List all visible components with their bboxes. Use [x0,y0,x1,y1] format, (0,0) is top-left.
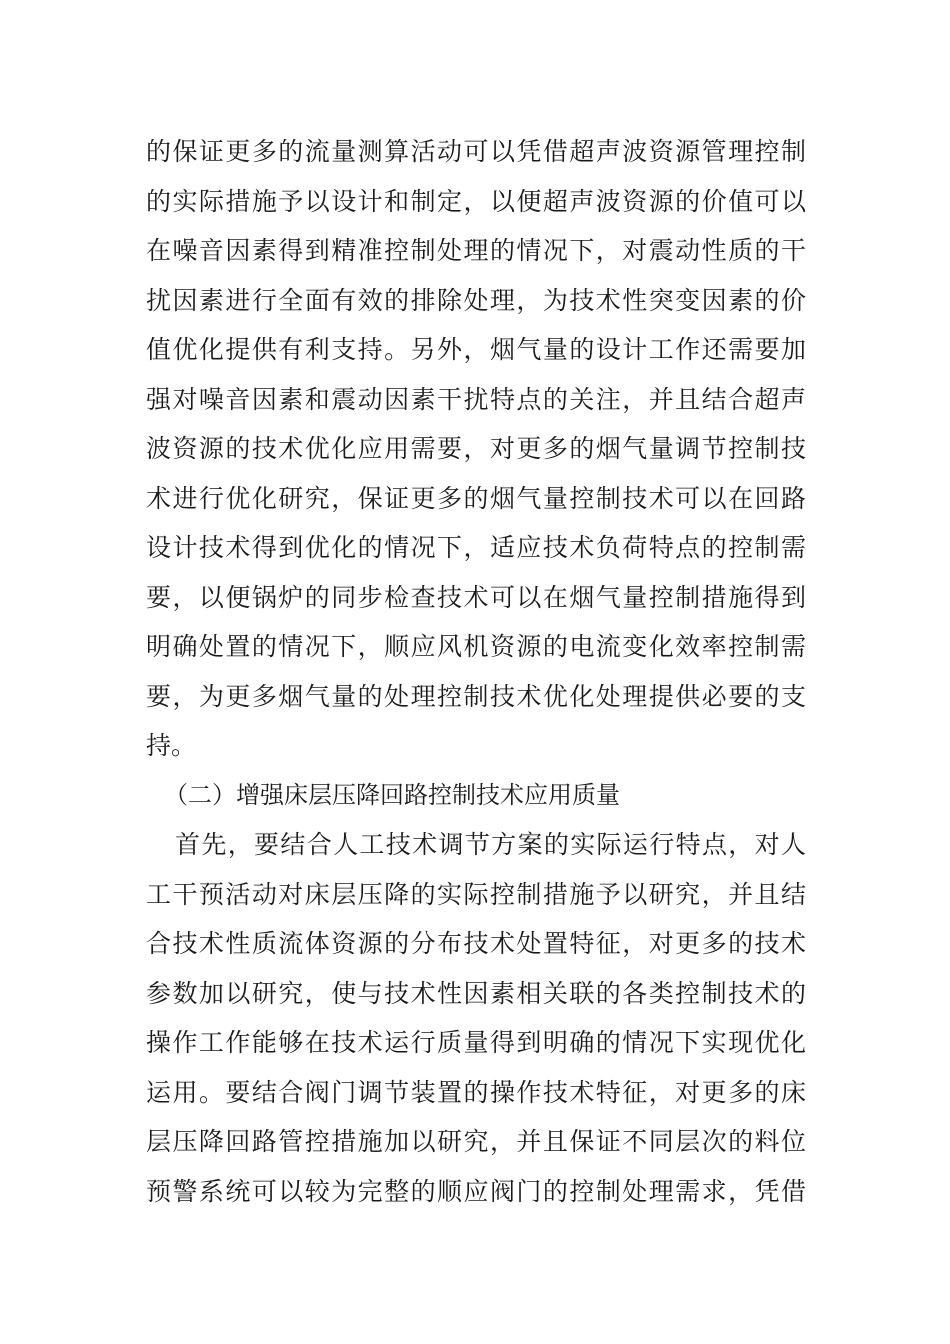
paragraph-line: 层压降回路管控措施加以研究，并且保证不同层次的料位 [146,1127,806,1156]
paragraph-line: 明确处置的情况下，顺应风机资源的电流变化效率控制需 [146,632,806,661]
paragraph-line: 运用。要结合阀门调节装置的操作技术特征，对更多的床 [146,1077,806,1107]
paragraph-line: 首先，要结合人工技术调节方案的实际运行特点，对人 [175,830,806,859]
paragraph-line: 扰因素进行全面有效的排除处理，为技术性突变因素的价 [146,285,806,315]
paragraph-line: 术进行优化研究，保证更多的烟气量控制技术可以在回路 [146,483,806,513]
paragraph-2 [146,820,806,1216]
paragraph-line: 值优化提供有利支持。另外，烟气量的设计工作还需要加 [146,335,806,364]
paragraph-line: 强对噪音因素和震动因素干扰特点的关注，并且结合超声 [146,384,806,414]
paragraph-line: 波资源的技术优化应用需要，对更多的烟气量调节控制技 [146,434,806,463]
paragraph-line: 合技术性质流体资源的分布技术处置特征，对更多的技术 [146,929,806,958]
paragraph-line: 设计技术得到优化的情况下，适应技术负荷特点的控制需 [146,533,806,562]
paragraph-line: 参数加以研究，使与技术性因素相关联的各类控制技术的 [146,978,806,1008]
paragraph-line: 要，为更多烟气量的处理控制技术优化处理提供必要的支 [146,681,806,711]
paragraph-line: 持。 [146,731,197,760]
paragraph-line: 工干预活动对床层压降的实际控制措施予以研究，并且结 [146,879,806,909]
paragraph-line: 预警系统可以较为完整的顺应阀门的控制处理需求，凭借 [146,1176,806,1206]
paragraph-line: 的保证更多的流量测算活动可以凭借超声波资源管理控制 [146,137,806,166]
paragraph-line: 的实际措施予以设计和制定，以便超声波资源的价值可以 [146,186,806,216]
section-heading: （二）增强床层压降回路控制技术应用质量 [164,780,620,809]
body-text [146,127,806,1216]
paragraph-line: 操作工作能够在技术运行质量得到明确的情况下实现优化 [146,1028,806,1057]
paragraph-1 [146,127,806,771]
paragraph-line: 在噪音因素得到精准控制处理的情况下，对震动性质的干 [146,236,806,265]
paragraph-line: 要，以便锅炉的同步检查技术可以在烟气量控制措施得到 [146,582,806,612]
